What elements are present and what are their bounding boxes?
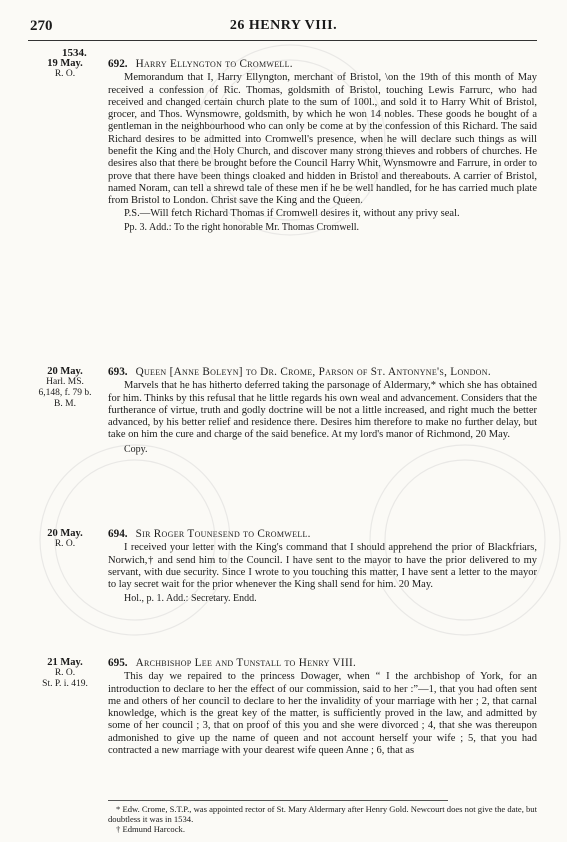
footnote: † Edmund Harcock. xyxy=(116,824,185,835)
running-head: 26 HENRY VIII. xyxy=(229,18,338,33)
entry-date: 20 May. xyxy=(47,528,83,539)
entry-paragraph: Memorandum that I, Harry Ellyngton, merchant of Bristol, \on the 19th of this month of May received a confession of Ric. Thomas, goldsmith of Bristol, touching Lewis Farrurc, who had received and changed certain church plate to the sum of 100l., and sold it to Harry Whit of Bristol, grocer, and Thos. Wynsmowre, goldsmith, by which he won 14 nobles. These goods he bought of a gentleman in the neighbourhood who can only be come at by the confession of this Richard. The said Richard desires to be admitted into Cromwell's presence, when he will declare such things as will benefit the King and the Holy Church, and discover many strong thieves and robbers of churches. He desires also that there be brought before the Council Harry Whit, Wynsmowre and Farrure, in order to prove that there have been things cloaked and hidden in Bristol and thereabouts. A carrier of Bristol, named Noram, can tell a shrewd tale of these men if he be well handled, for he has carried much plate from Bristol to London. Christ save the King and the Queen. xyxy=(108,72,537,207)
entry-meta: Hol., p. 1. Add.: Secretary. Endd. xyxy=(124,593,257,605)
entry-ref: Harl. MS. xyxy=(46,377,84,387)
entry-title xyxy=(108,366,537,378)
entry-postscript: P.S.—Will fetch Richard Thomas if Cromwell desires it, without any privy seal. xyxy=(124,207,460,219)
entry-date: 19 May. xyxy=(47,58,83,69)
entry-693 xyxy=(28,366,537,456)
entry-number: 693. xyxy=(108,366,128,378)
entry-body xyxy=(108,366,537,456)
entry-margin xyxy=(28,528,102,550)
entry-title xyxy=(108,58,537,70)
entry-heading: Harry Ellyngton to Cromwell. xyxy=(135,58,293,70)
entry-margin xyxy=(28,657,102,690)
entry-body xyxy=(108,528,537,606)
entry-margin xyxy=(28,366,102,410)
entry-heading: Archbishop Lee and Tunstall to Henry VIII. xyxy=(135,657,357,669)
entry-number: 695. xyxy=(108,657,128,669)
entry-meta: Copy. xyxy=(124,443,148,455)
footnote-rule xyxy=(108,800,448,801)
entry-694 xyxy=(28,528,537,606)
entry-ref: 6,148, f. 79 b. xyxy=(38,388,92,398)
entry-paragraph: Marvels that he has hitherto deferred taking the parsonage of Aldermary,* which she has obtained for him. Thinks by this refusal that he little regards his own weal and advancement. Considers that the furtherance of virtue, truth and godly doctrine will be not a little increased, and right much the better advanced, by his better relief and residence there. Desires him therefore to make no further delay, but take on him the cure and charge of the said benefice. At my lord's manor of Richmond, 20 May. xyxy=(108,380,537,441)
entry-paragraph: I received your letter with the King's command that I should apprehend the prior of Blackfriars, Norwich,† and send him to the Council. I have sent to the mayor to have the prior delivered to my servant, with due security. Since I wrote to you touching this matter, I have sent a letter to the mayor to lay secret wait for the prior whenever the King shall send for him. 20 May. xyxy=(108,542,537,591)
footnote: * Edw. Crome, S.T.P., was appointed rector of St. Mary Aldermary after Henry Gold. Newcourt does not give the date, but doubtless it was in 1534. xyxy=(108,804,537,825)
entry-date: 20 May. xyxy=(47,366,83,377)
entry-ref: R. O. xyxy=(54,539,76,549)
entry-title xyxy=(108,657,537,669)
entry-heading: Sir Roger Tounesend to Cromwell. xyxy=(135,528,311,540)
entry-paragraph: This day we repaired to the princess Dowager, when “ I the archbishop of York, for an introduction to declare to her the effect of our commission, said to her :”—1, that you had often sent me and others of her council to declare to her the invalidity of your marriage with her ; 2, that carnal knowledge, which is the great key of the matter, is sufficiently proved in the law, and admitted by some of her council ; 3, that on proof of this you and she were divorced ; 4, that she was thereupon admonished to give up the name of queen and not account herself your wife ; 5, that you had contracted a new marriage with your dearest wife queen Anne ; 6, that as xyxy=(108,671,537,757)
entry-695 xyxy=(28,657,537,757)
entry-body xyxy=(108,58,537,234)
entry-meta: Pp. 3. Add.: To the right honorable Mr. Thomas Cromwell. xyxy=(124,221,360,233)
entry-heading: Queen [Anne Boleyn] to Dr. Crome, Parson of St. Antonyne's, London. xyxy=(135,366,491,378)
entry-ref: St. P. i. 419. xyxy=(42,679,88,689)
page-number: 270 xyxy=(30,18,53,34)
entry-body xyxy=(108,657,537,757)
entry-number: 694. xyxy=(108,528,128,540)
entry-ref: R. O. xyxy=(54,69,76,79)
entry-ref: R. O. xyxy=(54,668,76,678)
entry-number: 692. xyxy=(108,58,128,70)
entry-title xyxy=(108,528,537,540)
entry-date: 21 May. xyxy=(47,657,83,668)
entry-ref: B. M. xyxy=(54,399,76,409)
footnotes xyxy=(108,804,537,835)
entry-margin xyxy=(28,58,102,80)
entry-692 xyxy=(28,58,537,234)
year-label: 1534. xyxy=(62,47,87,59)
header-rule xyxy=(28,40,537,41)
